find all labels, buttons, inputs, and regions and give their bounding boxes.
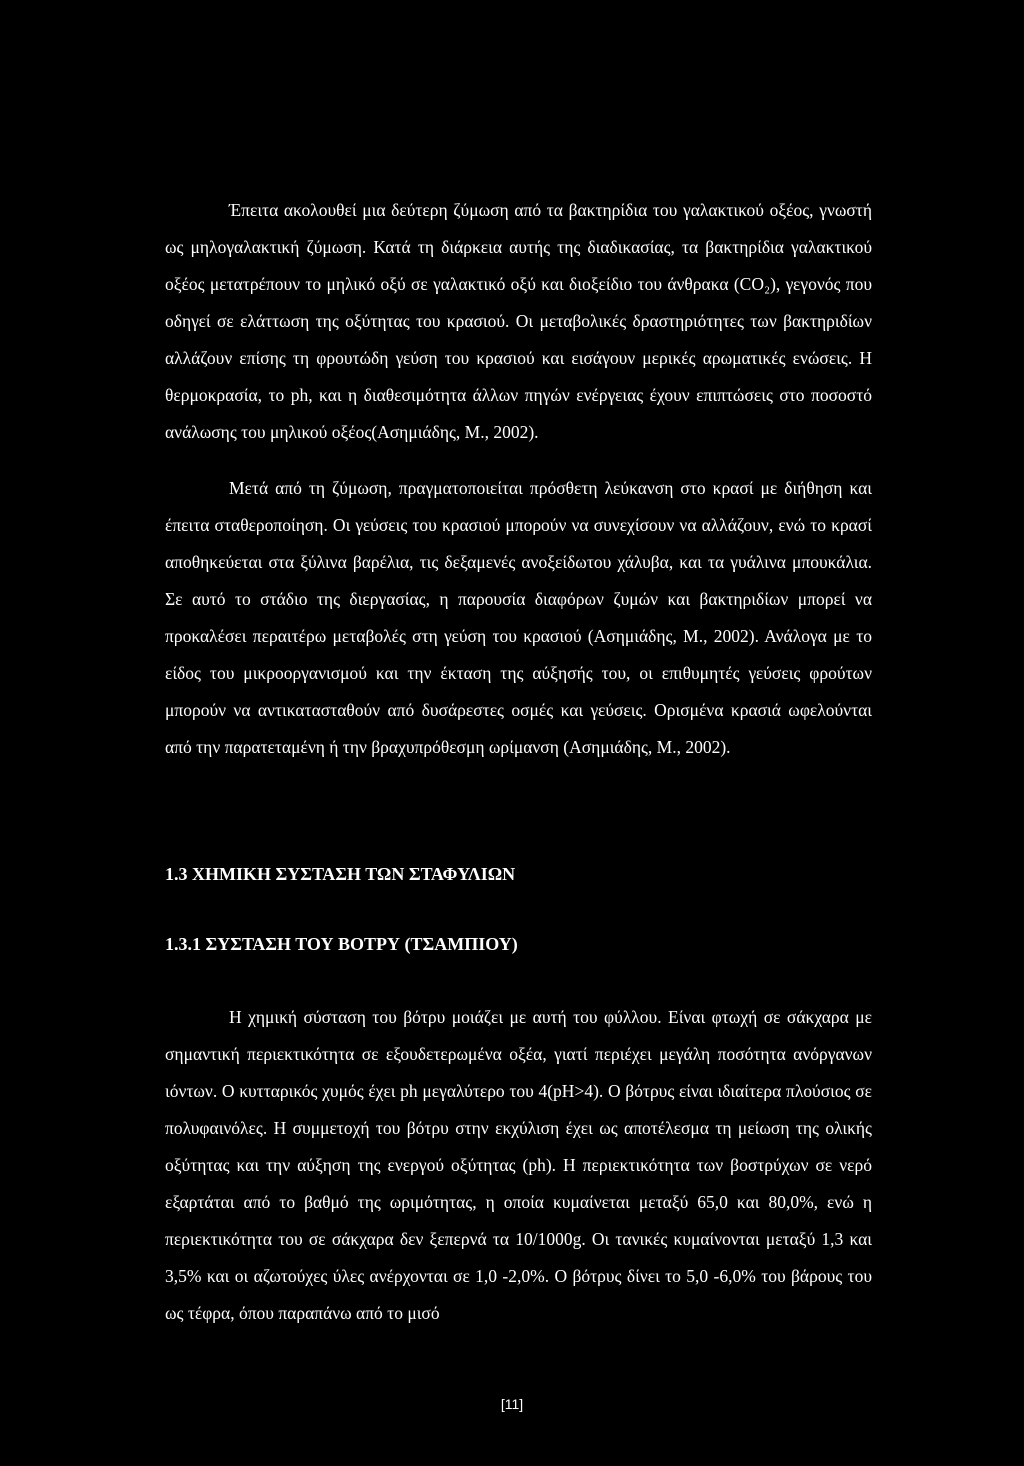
subsection-heading: 1.3.1 ΣΥΣΤΑΣΗ ΤΟΥ ΒΟΤΡΥ (ΤΣΑΜΠΙΟΥ) xyxy=(165,934,518,954)
page-number: [11] xyxy=(500,1396,524,1412)
paragraph-composition: Η χημική σύσταση του βότρυ μοιάζει με αυτή του φύλλου. Είναι φτωχή σε σάκχαρα με σημαντική περιεκτικότητα σε εξουδετερωμένα οξέα, γιατί περιέχει μεγάλη ποσότητα ανόργανων ιόντων. Ο κυτταρικός χυμός έχει ph μεγαλύτερο του 4(pH>4). Ο βότρυς είναι ιδιαίτερα πλούσιος σε πολυφαινόλες. Η συμμετοχή του βότρυ στην εκχύλιση έχει ως αποτέλεσμα τη μείωση της ολικής οξύτητας και την αύξηση της ενεργού οξύτητας (ph). Η περιεκτικότητα των βοστρύχων σε νερό εξαρτάται από το βαθμό της ωριμότητας, η οποία κυμαίνεται μεταξύ 65,0 και 80,0%, ενώ η περιεκτικότητα του σε σάκχαρα δεν ξεπερνά τα 10/1000g. Οι τανικές κυμαίνονται μεταξύ 1,3 και 3,5% και οι αζωτούχες ύλες ανέρχονται σε 1,0 -2,0%. Ο βότρυς δίνει το 5,0 -6,0% του βάρους του ως τέφρα, όπου παραπάνω από το μισό xyxy=(165,1007,872,1323)
section-heading: 1.3 ΧΗΜΙΚΗ ΣΥΣΤΑΣΗ ΤΩΝ ΣΤΑΦΥΛΙΩΝ xyxy=(165,864,516,884)
paragraph-aging: Μετά από τη ζύμωση, πραγματοποιείται πρόσθετη λεύκανση στο κρασί με διήθηση και έπειτα σταθεροποίηση. Οι γεύσεις του κρασιού μπορούν να συνεχίσουν να αλλάζουν, ενώ το κρασί αποθηκεύεται στα ξύλινα βαρέλια, τις δεξαμενές ανοξείδωτου χάλυβα, και τα γυάλινα μπουκάλια. Σε αυτό το στάδιο της διεργασίας, η παρουσία διαφόρων ζυμών και βακτηριδίων μπορεί να προκαλέσει περαιτέρω μεταβολές στη γεύση του κρασιού (Ασημιάδης, Μ., 2002). Ανάλογα με το είδος του μικροοργανισμού και την έκταση της αύξησής του, οι επιθυμητές γεύσεις φρούτων μπορούν να αντικατασταθούν από δυσάρεστες οσμές και γεύσεις. Ορισμένα κρασιά ωφελούνται από την παρατεταμένη ή την βραχυπρόθεσμη ωρίμανση (Ασημιάδης, Μ., 2002). xyxy=(165,478,872,757)
paragraph-fermentation: Έπειτα ακολουθεί μια δεύτερη ζύμωση από τα βακτηρίδια του γαλακτικού οξέος, γνωστή ως μηλογαλακτική ζύμωση. Κατά τη διάρκεια αυτής της διαδικασίας, τα βακτηρίδια γαλακτικού οξέος μετατρέπουν το μηλικό οξύ σε γαλακτικό οξύ και διοξείδιο του άνθρακα (CO₂), γεγονός που οδηγεί σε ελάττωση της οξύτητας του κρασιού. Οι μεταβολικές δραστηριότητες των βακτηριδίων αλλάζουν επίσης τη φρουτώδη γεύση του κρασιού και εισάγουν μερικές αρωματικές ενώσεις. Η θερμοκρασία, το ph, και η διαθεσιμότητα άλλων πηγών ενέργειας έχουν επιπτώσεις στο ποσοστό ανάλωσης του μηλικού οξέος(Ασημιάδης, Μ., 2002). xyxy=(165,200,872,442)
